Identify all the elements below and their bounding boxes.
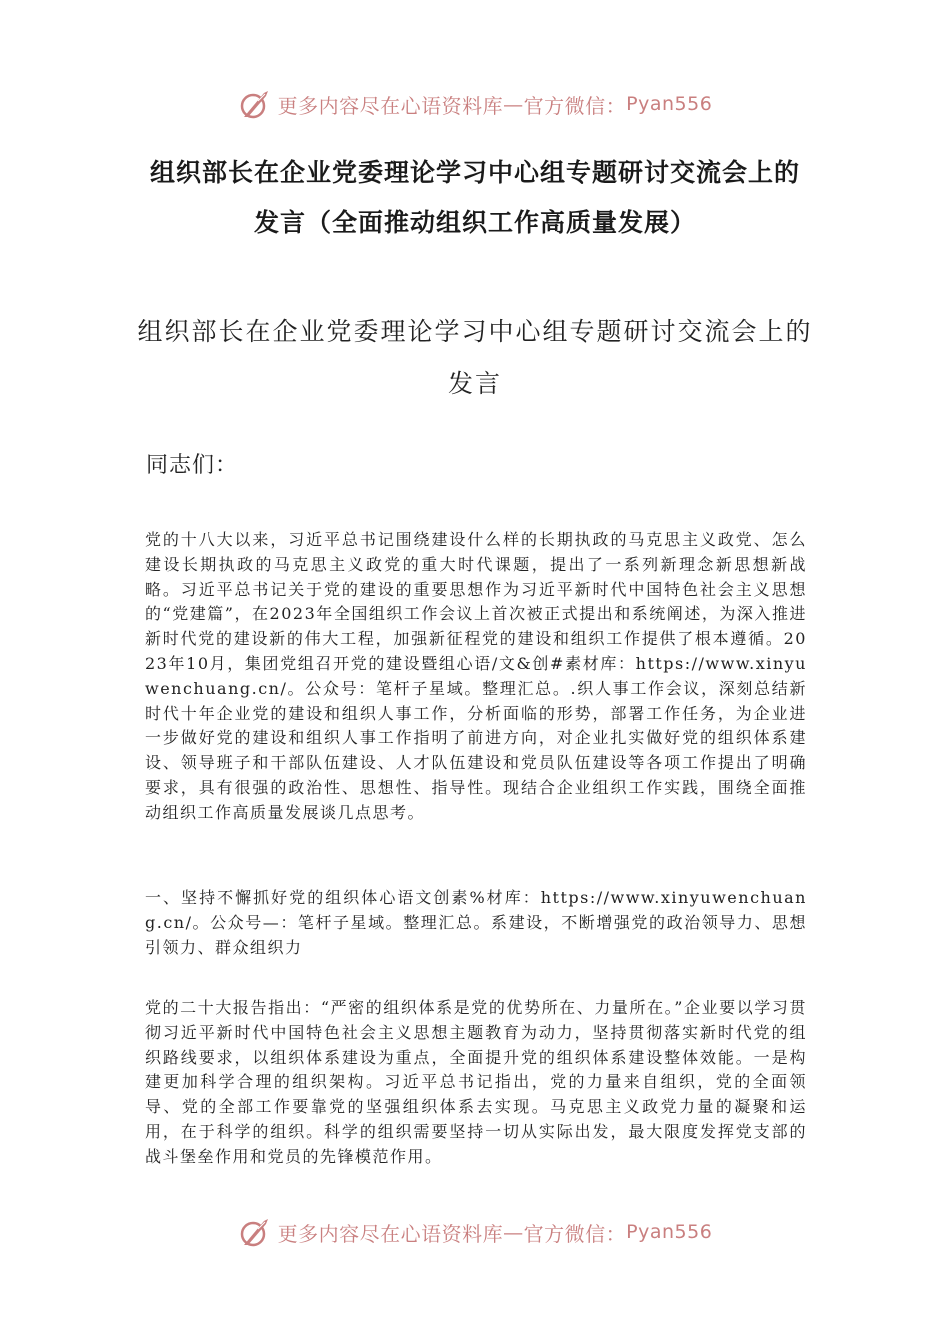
watermark-wechat-id: Pyan556 [626, 1221, 713, 1243]
watermark-text: 更多内容尽在心语资料库 [277, 1221, 504, 1246]
watermark-suffix: 官方微信： [523, 1221, 627, 1246]
title-line-1: 组织部长在企业党委理论学习中心组专题研讨交流会上的 [149, 158, 800, 187]
paragraph-intro: 党的十八大以来，习近平总书记围绕建设什么样的长期执政的马克思主义政党、怎么建设长期执政的马克思主义政党的重大时代课题，提出了一系列新理念新思想新战略。习近平总书记关于党的建设的重要思想作为习近平新时代中国特色社会主义思想的“党建篇”，在2023年全国组织工作会议上首次被正式提出和系统阐述，为深入推进新时代党的建设新的伟大工程，加强新征程党的建设和组织工作提供了根本遵循。2023年10月，集团党组召开党的建设暨组心语/文&创#素材库：https://www.xinyuwenchuang.cn/。公众号：笔杆子星域。整理汇总。.织人事工作会议，深刻总结新时代十年企业党的建设和组织人事工作，分析面临的形势，部署工作任务，为企业进一步做好党的建设和组织人事工作指明了前进方向，对企业扎实做好党的组织体系建设、领导班子和干部队伍建设、人才队伍建设和党员队伍建设等各项工作提出了明确要求，具有很强的政治性、思想性、指导性。现结合企业组织工作实践，围绕全面推动组织工作高质量发展谈几点思考。 [145, 530, 807, 822]
subtitle-line-2: 发言 [447, 369, 502, 398]
watermark-suffix: 官方微信： [523, 93, 627, 118]
subtitle-line-1: 组织部长在企业党委理论学习中心组专题研讨交流会上的 [137, 317, 813, 346]
quill-logo-icon [238, 87, 272, 121]
section-heading-1: 一、坚持不懈抓好党的组织体心语文创素%材库：https://www.xinyuwenchuang.cn/。公众号—：笔杆子星域。整理汇总。系建设，不断增强党的政治领导力、思想引领力、群众组织力 [145, 888, 807, 957]
paragraph-section-1: 党的二十大报告指出：“严密的组织体系是党的优势所在、力量所在。”企业要以学习贯彻习近平新时代中国特色社会主义思想主题教育为动力，坚持贯彻落实新时代党的组织路线要求，以组织体系建设为重点，全面提升党的组织体系建设整体效能。一是构建更加科学合理的组织架构。习近平总书记指出，党的力量来自组织，党的全面领导、党的全部工作要靠党的坚强组织体系去实现。马克思主义政党力量的凝聚和运用，在于科学的组织。科学的组织需要坚持一切从实际出发，最大限度发挥党支部的战斗堡垒作用和党员的先锋模范作用。 [145, 998, 807, 1166]
watermark-footer [0, 1212, 950, 1252]
quill-logo-icon [238, 1215, 272, 1249]
watermark-text: 更多内容尽在心语资料库 [277, 93, 504, 118]
watermark-separator: — [503, 1220, 524, 1244]
watermark-separator: — [503, 92, 524, 116]
document-title [100, 148, 850, 248]
document-subtitle [100, 306, 850, 410]
watermark-header [0, 84, 950, 124]
title-line-2: 发言（全面推动组织工作高质量发展） [253, 208, 696, 237]
greeting: 同志们： [146, 453, 239, 478]
watermark-wechat-id: Pyan556 [626, 93, 713, 115]
